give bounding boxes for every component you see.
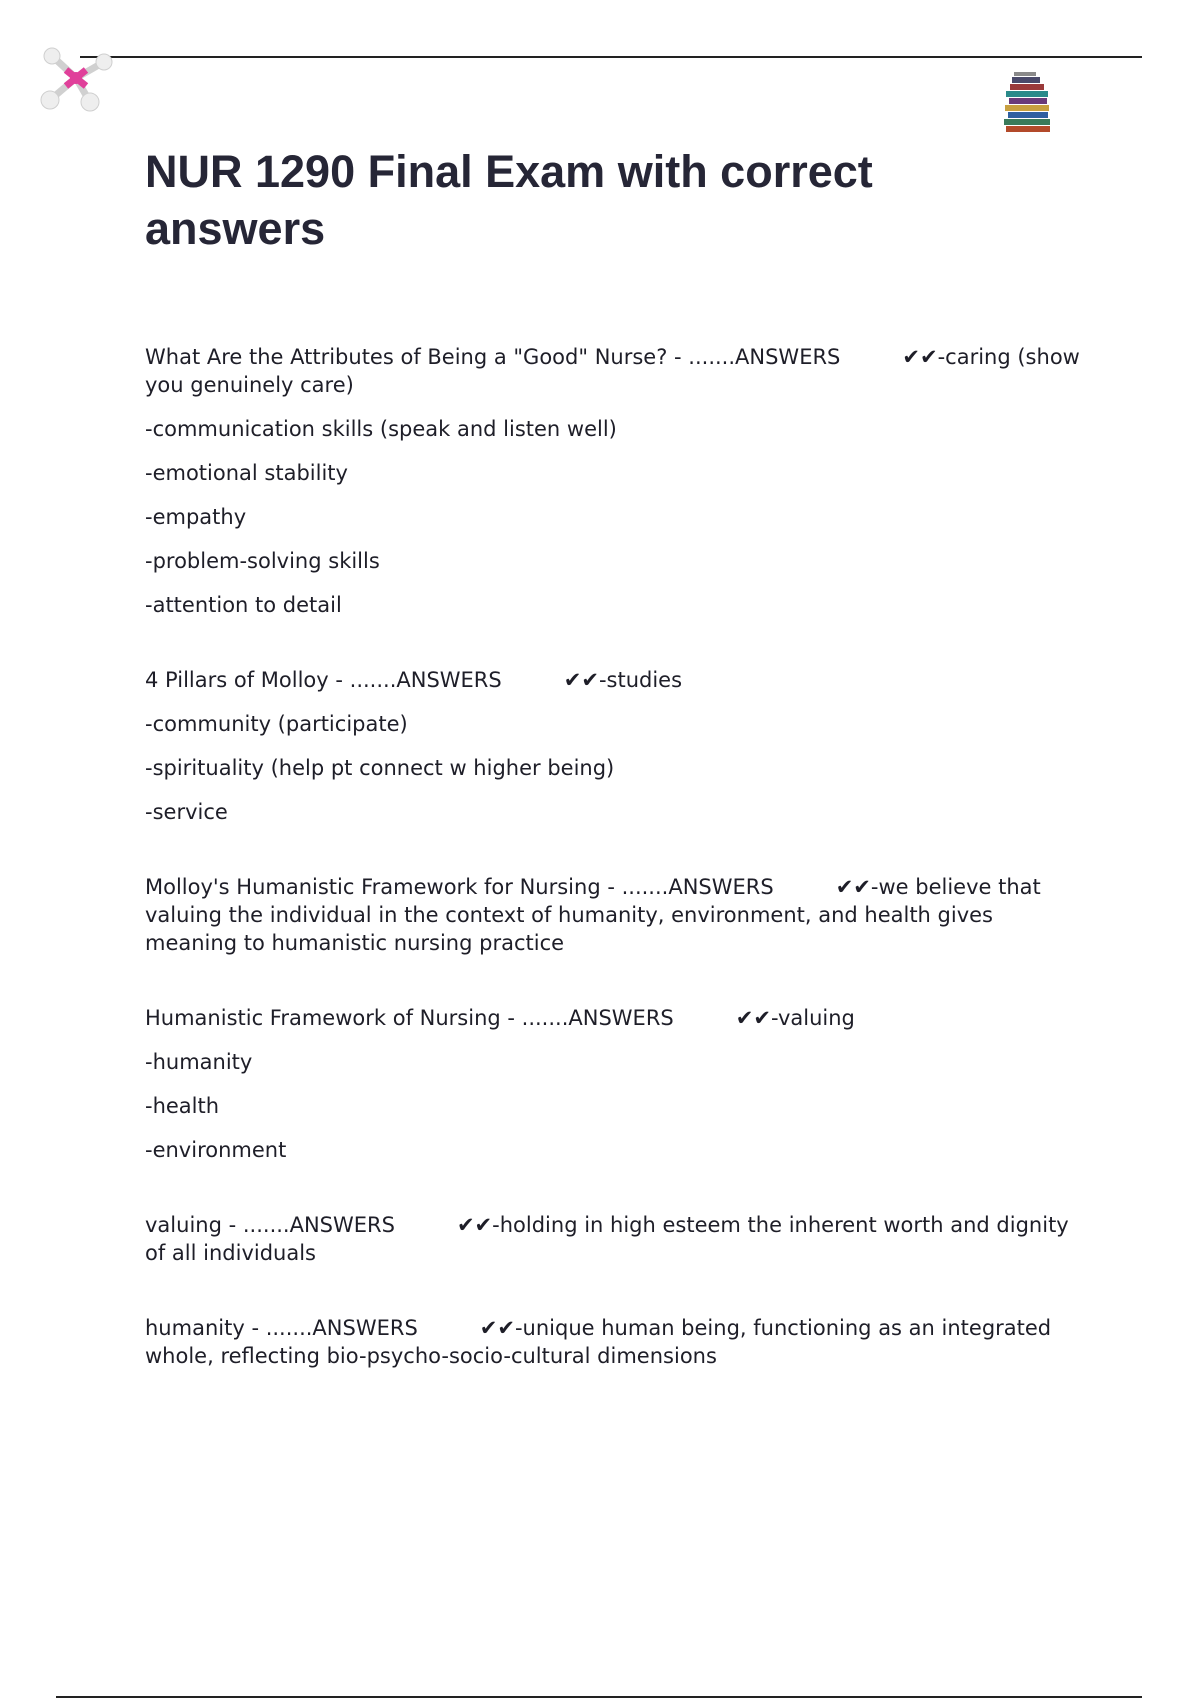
answer-line: -attention to detail: [145, 593, 342, 617]
answer-marker: - .......ANSWERS: [228, 1213, 395, 1237]
check-mark-icon: ✔✔: [456, 1213, 493, 1237]
answer-text: -studies: [598, 668, 683, 692]
answer-marker: - .......ANSWERS: [607, 875, 774, 899]
answer-line: -community (participate): [145, 712, 408, 736]
answer-text: -we believe that valuing the individual in the context of humanity, environment, and health gives meaning to humanistic nursing practice: [145, 875, 1048, 955]
question-text: Molloy's Humanistic Framework for Nursing: [145, 875, 601, 899]
answer-line: -service: [145, 800, 228, 824]
question-line: [145, 1211, 1090, 1267]
answer-text: -holding in high esteem the inherent worth and dignity of all individuals: [145, 1213, 1076, 1265]
question-text: humanity: [145, 1316, 245, 1340]
question-line: [145, 666, 1090, 694]
question-text: Humanistic Framework of Nursing: [145, 1006, 501, 1030]
question-line: [145, 1314, 1090, 1370]
question-text: What Are the Attributes of Being a "Good" Nurse?: [145, 345, 668, 369]
answer-line: -communication skills (speak and listen well): [145, 417, 617, 441]
qa-list: [145, 343, 1090, 1417]
answer-line: -health: [145, 1094, 220, 1118]
question-line: [145, 873, 1090, 957]
books-stack-icon: [1000, 72, 1054, 134]
document-title: NUR 1290 Final Exam with correct answers: [145, 146, 873, 254]
qa-item: [145, 1004, 1090, 1164]
question-line: [145, 343, 1090, 399]
qa-item: [145, 1314, 1090, 1370]
answer-marker: - .......ANSWERS: [674, 345, 841, 369]
answer-marker: - .......ANSWERS: [507, 1006, 674, 1030]
question-text: 4 Pillars of Molloy: [145, 668, 329, 692]
answer-text: -caring (show you genuinely care): [145, 345, 1087, 397]
question-line: [145, 1004, 1090, 1032]
qa-item: [145, 343, 1090, 619]
qa-item: [145, 666, 1090, 826]
answer-line: -environment: [145, 1138, 287, 1162]
molecule-logo-icon: [36, 42, 116, 114]
answer-text: -valuing: [770, 1006, 855, 1030]
header-rule: [80, 56, 1142, 58]
answer-line: -problem-solving skills: [145, 549, 380, 573]
answer-line: -empathy: [145, 505, 247, 529]
qa-item: [145, 873, 1090, 957]
check-mark-icon: ✔✔: [479, 1316, 515, 1340]
check-mark-icon: ✔✔: [902, 345, 938, 369]
answer-line: -spirituality (help pt connect w higher being): [145, 756, 615, 780]
question-text: valuing: [145, 1213, 222, 1237]
answer-marker: - .......ANSWERS: [251, 1316, 418, 1340]
answer-line: -humanity: [145, 1050, 253, 1074]
answer-marker: - .......ANSWERS: [335, 668, 502, 692]
check-mark-icon: ✔✔: [835, 875, 871, 899]
footer-rule: [56, 1696, 1142, 1698]
answer-text: -unique human being, functioning as an integrated whole, reflecting bio-psycho-socio-cultural dimensions: [145, 1316, 1058, 1368]
qa-item: [145, 1211, 1090, 1267]
answer-line: -emotional stability: [145, 461, 348, 485]
check-mark-icon: ✔✔: [735, 1006, 771, 1030]
check-mark-icon: ✔✔: [563, 668, 599, 692]
